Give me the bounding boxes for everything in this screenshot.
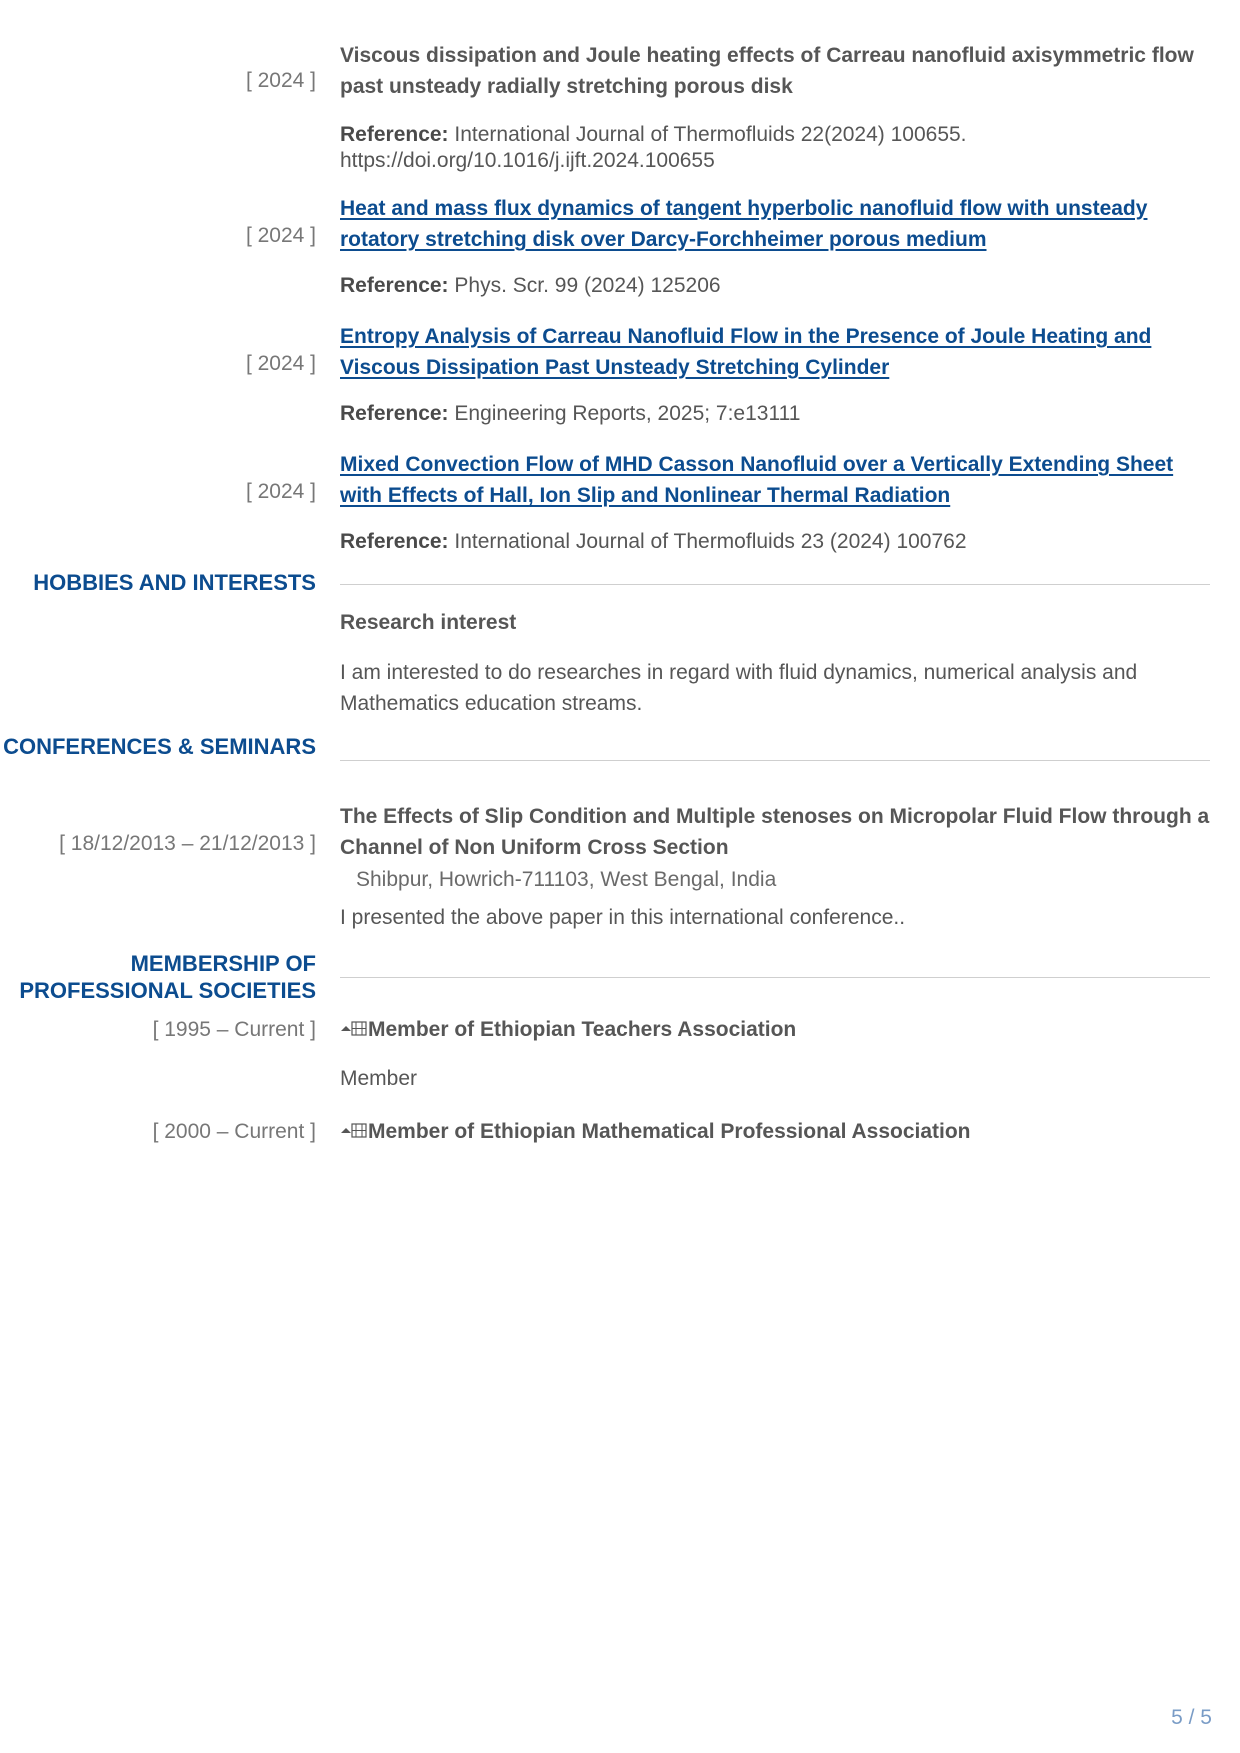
publication-title-link[interactable]: Entropy Analysis of Carreau Nanofluid Flow in the Presence of Joule Heating and Viscous Dissipation Past Unsteady Stretching Cylinder xyxy=(340,325,1152,379)
section-heading: MEMBERSHIP OF PROFESSIONAL SOCIETIES xyxy=(19,951,316,1003)
section-divider xyxy=(340,977,1210,978)
reference-label: Reference: xyxy=(340,530,449,553)
reference-text: International Journal of Thermofluids 22(2024) 100655. https://doi.org/10.1016/j.ijft.2024.100655 xyxy=(340,123,967,172)
section-heading: HOBBIES AND INTERESTS xyxy=(33,570,316,595)
publication-date: [ 2024 ] xyxy=(245,69,316,92)
membership-icon xyxy=(340,1018,368,1038)
publication-reference xyxy=(340,529,1210,555)
conference-location: Shibpur, Howrich-711103, West Bengal, India xyxy=(356,868,777,891)
publication-date: [ 2024 ] xyxy=(245,224,316,247)
publication-date: [ 2024 ] xyxy=(245,352,316,375)
membership-icon xyxy=(340,1120,368,1140)
section-divider xyxy=(340,760,1210,761)
section-divider xyxy=(340,584,1210,585)
membership-title-text: Member of Ethiopian Mathematical Professional Association xyxy=(368,1120,971,1143)
reference-text: Phys. Scr. 99 (2024) 125206 xyxy=(454,274,721,297)
publication-reference xyxy=(340,273,1210,299)
membership-title xyxy=(340,1117,1210,1147)
research-interest-heading: Research interest xyxy=(340,611,517,634)
publication-reference xyxy=(340,122,1210,174)
reference-label: Reference: xyxy=(340,274,449,297)
membership-date: [ 2000 – Current ] xyxy=(152,1120,316,1143)
publication-date: [ 2024 ] xyxy=(245,480,316,503)
membership-title xyxy=(340,1015,1210,1045)
reference-label: Reference: xyxy=(340,123,449,146)
reference-text: Engineering Reports, 2025; 7:e13111 xyxy=(454,402,801,425)
conference-date: [ 18/12/2013 – 21/12/2013 ] xyxy=(59,832,316,855)
membership-role: Member xyxy=(340,1067,418,1090)
reference-label: Reference: xyxy=(340,402,449,425)
publication-title-link[interactable]: Heat and mass flux dynamics of tangent hyperbolic nanofluid flow with unsteady rotatory stretching disk over Darcy-Forchheimer porous medium xyxy=(340,197,1148,251)
publication-title-link[interactable]: Mixed Convection Flow of MHD Casson Nanofluid over a Vertically Extending Sheet with Effects of Hall, Ion Slip and Nonlinear Thermal Radiation xyxy=(340,453,1174,507)
membership-title-text: Member of Ethiopian Teachers Association xyxy=(368,1018,797,1041)
section-heading: CONFERENCES & SEMINARS xyxy=(3,734,316,759)
conference-description: I presented the above paper in this international conference.. xyxy=(340,906,906,929)
reference-text: International Journal of Thermofluids 23 (2024) 100762 xyxy=(454,530,967,553)
page-number: 5 / 5 xyxy=(1171,1706,1212,1729)
publication-title: Viscous dissipation and Joule heating effects of Carreau nanofluid axisymmetric flow past unsteady radially stretching porous disk xyxy=(340,44,1194,98)
publication-reference xyxy=(340,401,1210,427)
conference-paper-title: The Effects of Slip Condition and Multiple stenoses on Micropolar Fluid Flow through a Channel of Non Uniform Cross Section xyxy=(340,805,1210,859)
membership-date: [ 1995 – Current ] xyxy=(152,1018,316,1041)
research-interest-text: I am interested to do researches in regard with fluid dynamics, numerical analysis and Mathematics education streams. xyxy=(340,661,1138,715)
